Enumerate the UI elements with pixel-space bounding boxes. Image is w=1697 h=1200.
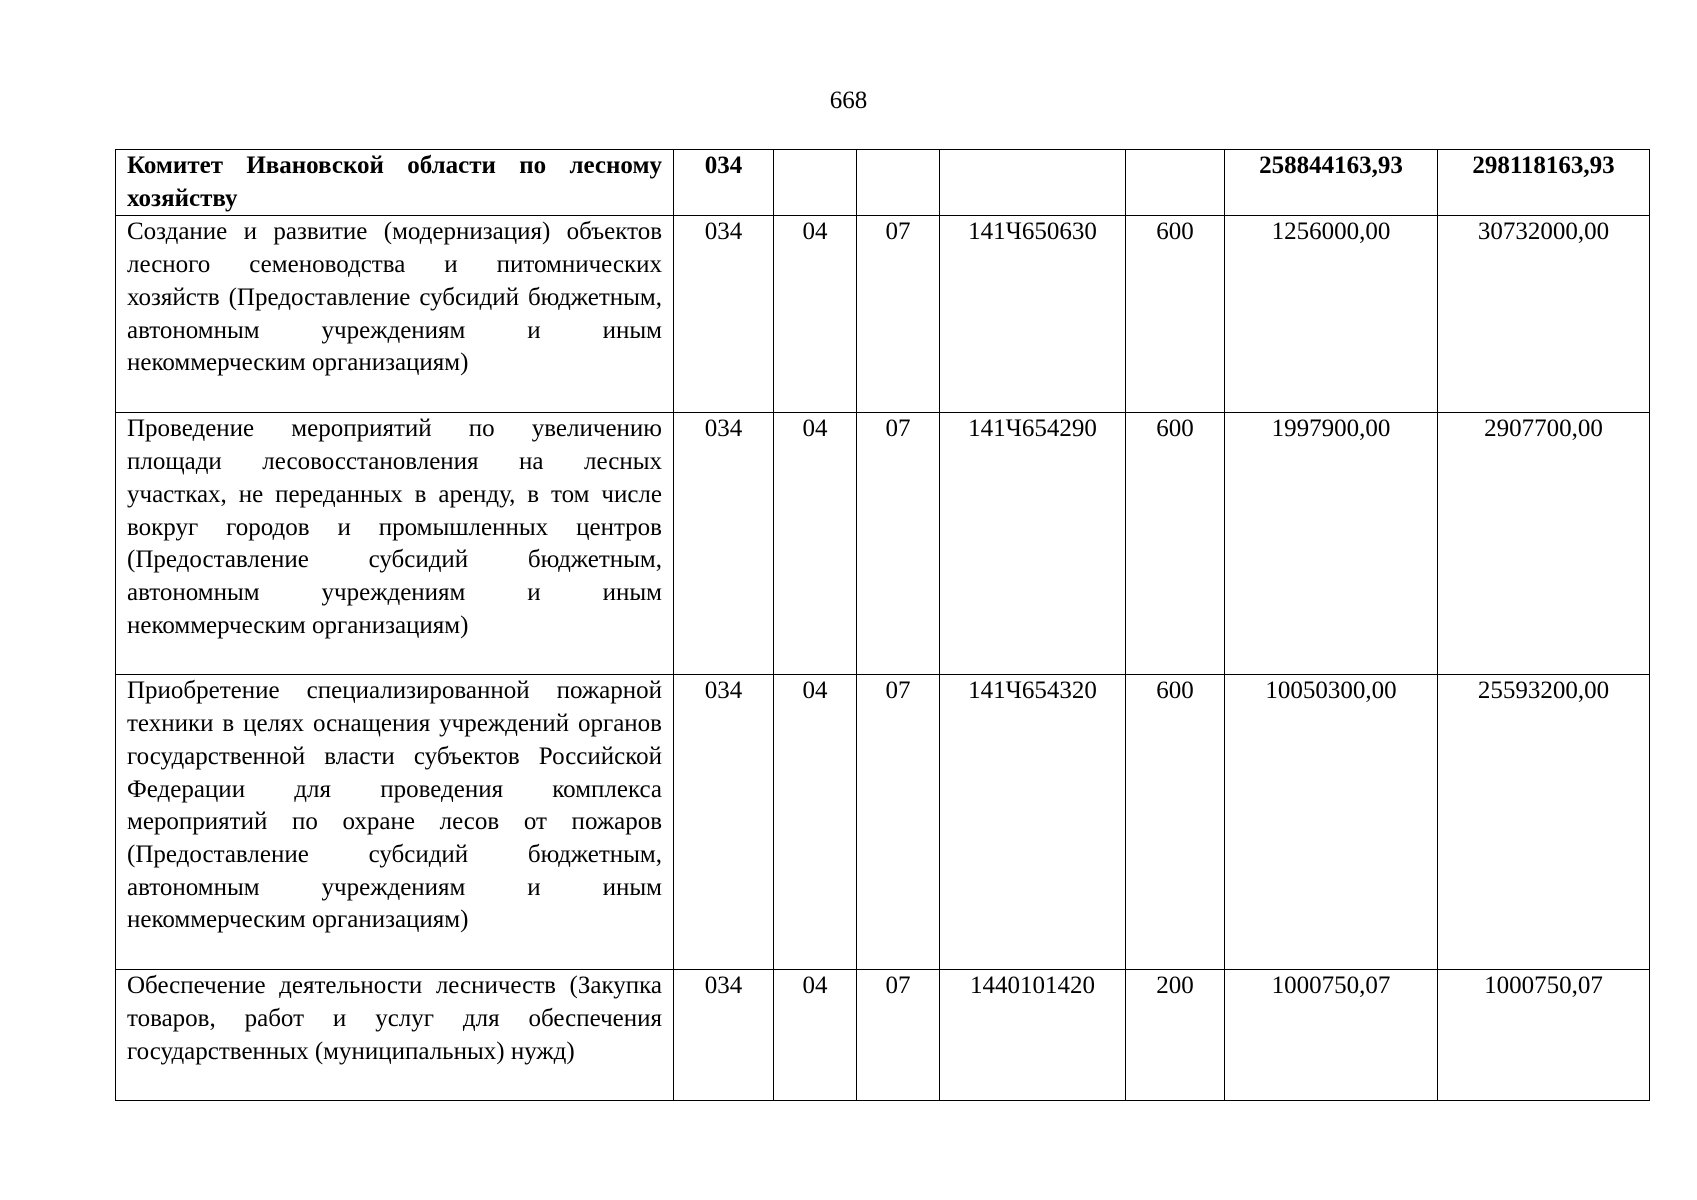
amount-year-1: 1997900,00 (1225, 413, 1438, 675)
ministry-code: 034 (674, 150, 774, 216)
target-article-code: 141Ч654290 (940, 413, 1126, 675)
table-row (116, 150, 1650, 216)
target-article-code: 141Ч650630 (940, 216, 1126, 413)
ministry-code: 034 (674, 413, 774, 675)
row-name: Приобретение специализированной пожарной техники в целях оснащения учреждений органов государственной власти субъектов Российской Федерации для проведения комплекса мероприятий по охране лесов от пожаров (Предоставление субсидий бюджетным, автономным учреждениям и иным некоммерческим организациям) (116, 675, 674, 970)
amount-year-2: 1000750,07 (1438, 970, 1650, 1101)
ministry-code: 034 (674, 216, 774, 413)
subsection-code: 07 (857, 413, 940, 675)
row-name: Комитет Ивановской области по лесному хозяйству (116, 150, 674, 216)
expense-type-code: 200 (1126, 970, 1225, 1101)
section-code: 04 (774, 970, 857, 1101)
subsection-code: 07 (857, 216, 940, 413)
target-article-code (940, 150, 1126, 216)
target-article-code: 141Ч654320 (940, 675, 1126, 970)
amount-year-2: 298118163,93 (1438, 150, 1650, 216)
subsection-code: 07 (857, 675, 940, 970)
target-article-code: 1440101420 (940, 970, 1126, 1101)
section-code: 04 (774, 413, 857, 675)
table-row (116, 216, 1650, 413)
table-row (116, 970, 1650, 1101)
row-name: Создание и развитие (модернизация) объектов лесного семеноводства и питомнических хозяйств (Предоставление субсидий бюджетным, автономным учреждениям и иным некоммерческим организациям) (116, 216, 674, 413)
table-row (116, 675, 1650, 970)
section-code (774, 150, 857, 216)
amount-year-1: 10050300,00 (1225, 675, 1438, 970)
amount-year-2: 25593200,00 (1438, 675, 1650, 970)
amount-year-1: 1000750,07 (1225, 970, 1438, 1101)
expense-type-code (1126, 150, 1225, 216)
ministry-code: 034 (674, 970, 774, 1101)
section-code: 04 (774, 675, 857, 970)
subsection-code: 07 (857, 970, 940, 1101)
budget-table (115, 149, 1650, 1101)
subsection-code (857, 150, 940, 216)
table-row (116, 413, 1650, 675)
expense-type-code: 600 (1126, 413, 1225, 675)
row-name: Обеспечение деятельности лесничеств (Закупка товаров, работ и услуг для обеспечения государственных (муниципальных) нужд) (116, 970, 674, 1101)
amount-year-2: 2907700,00 (1438, 413, 1650, 675)
expense-type-code: 600 (1126, 675, 1225, 970)
expense-type-code: 600 (1126, 216, 1225, 413)
amount-year-2: 30732000,00 (1438, 216, 1650, 413)
amount-year-1: 258844163,93 (1225, 150, 1438, 216)
amount-year-1: 1256000,00 (1225, 216, 1438, 413)
row-name: Проведение мероприятий по увеличению площади лесовосстановления на лесных участках, не переданных в аренду, в том числе вокруг городов и промышленных центров (Предоставление субсидий бюджетным, автономным учреждениям и иным некоммерческим организациям) (116, 413, 674, 675)
ministry-code: 034 (674, 675, 774, 970)
page-number: 668 (829, 87, 868, 114)
section-code: 04 (774, 216, 857, 413)
